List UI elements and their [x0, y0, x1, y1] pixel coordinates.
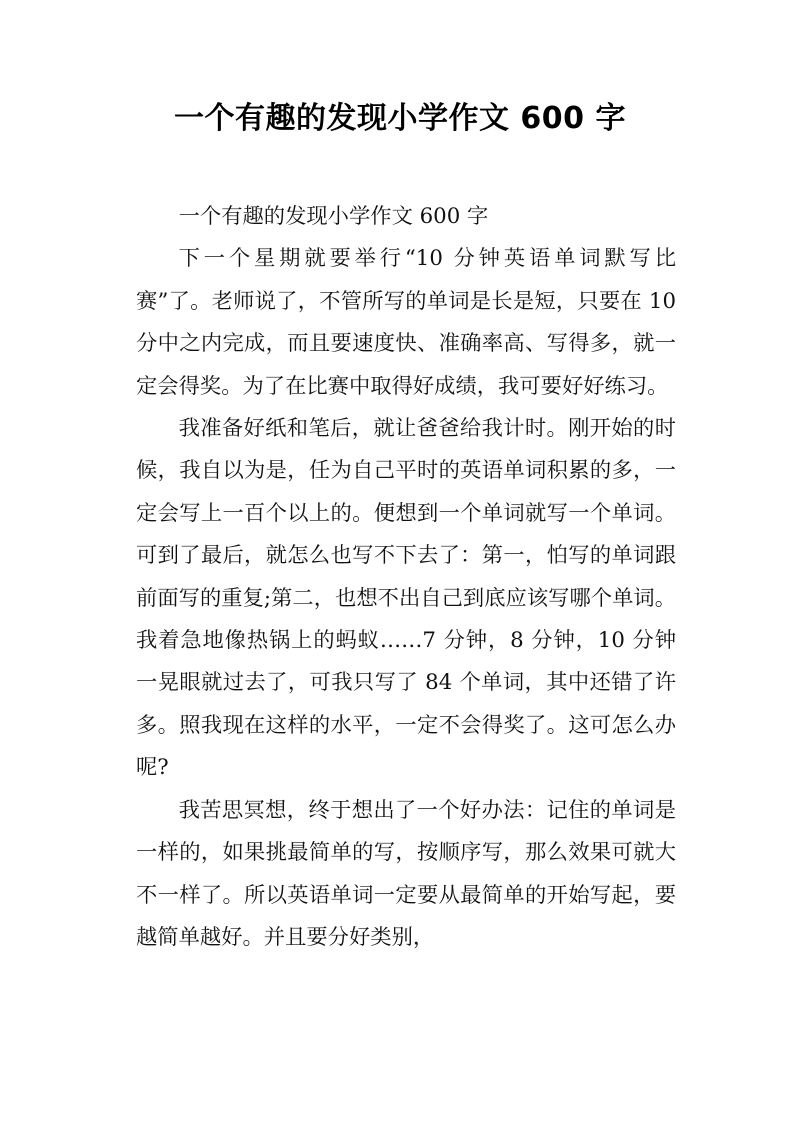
- paragraph-3: 我苦思冥想，终于想出了一个好办法：记住的单词是一样的，如果挑最简单的写，按顺序写，那么效果可就大不一样了。所以英语单词一定要从最简单的开始写起，要越简单越好。并且要分好类别，: [136, 797, 676, 950]
- paragraph-1: 下一个星期就要举行“10 分钟英语单词默写比赛”了。老师说了，不管所写的单词是长是短，只要在 10 分中之内完成，而且要速度快、准确率高、写得多，就一定会得奖。为了在比赛中取得好成绩，我可要好好练习。: [136, 246, 676, 399]
- document-title: 一个有趣的发现小学作文 600 字: [173, 101, 626, 136]
- document-body: [136, 196, 676, 959]
- paragraph-2: 我准备好纸和笔后，就让爸爸给我计时。刚开始的时候，我自以为是，任为自己平时的英语单词积累的多，一定会写上一百个以上的。便想到一个单词就写一个单词。可到了最后，就怎么也写不下去了：第一，怕写的单词跟前面写的重复;第二，也想不出自己到底应该写哪个单词。我着急地像热锅上的蚂蚁……7 分钟，8 分钟，10 分钟一晃眼就过去了，可我只写了 84 个单词，其中还错了许多。照我现在这样的水平，一定不会得奖了。这可怎么办呢?: [136, 416, 676, 781]
- subtitle-paragraph: 一个有趣的发现小学作文 600 字: [178, 204, 489, 229]
